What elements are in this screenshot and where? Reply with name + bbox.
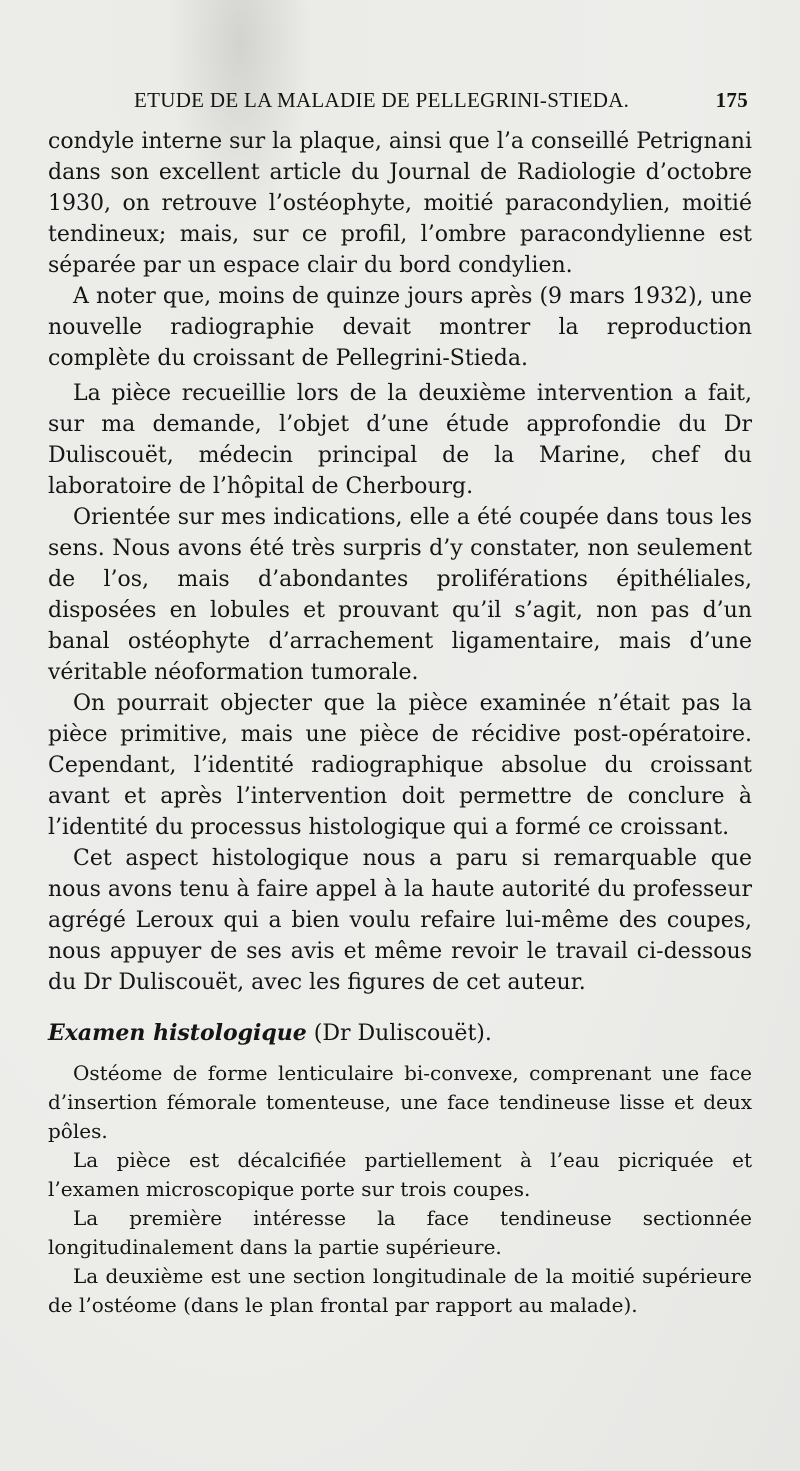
paragraph: La pièce est décalcifiée partiellement à l’eau picriquée et l’examen microscopique porte sur trois coupes. xyxy=(48,1148,752,1201)
paragraph: La pièce recueillie lors de la deuxième intervention a fait, sur ma demande, l’objet d’une étude approfondie du Dr Duliscouët, médecin principal de la Marine, chef du laboratoire de l’hôpital de Cherbourg. xyxy=(48,381,752,499)
paragraph: Cet aspect histologique nous a paru si remarquable que nous avons tenu à faire appel à la haute autorité du professeur agrégé Leroux qui a bien voulu refaire lui-même des coupes, nous appuyer de ses avis et même revoir le travail ci-dessous du Dr Duliscouët, avec les figures de cet auteur. xyxy=(48,846,752,995)
paragraph: La première intéresse la face tendineuse sectionnée longitudinalement dans la partie supérieure. xyxy=(48,1206,752,1259)
main-text xyxy=(48,126,752,1320)
paragraph: A noter que, moins de quinze jours après (9 mars 1932), une nouvelle radiographie devait montrer la reproduction complète du croissant de Pellegrini-Stieda. xyxy=(48,284,752,371)
paragraph: On pourrait objecter que la pièce examinée n’était pas la pièce primitive, mais une pièce de récidive post-opératoire. Cependant, l’identité radiographique absolue du croissant avant et après l’intervention doit permettre de conclure à l’identité du processus histologique qui a formé ce croissant. xyxy=(48,691,752,840)
section-heading xyxy=(48,1018,752,1049)
paragraph: Ostéome de forme lenticulaire bi-convexe, comprenant une face d’insertion fémorale tomenteuse, une face tendineuse lisse et deux pôles. xyxy=(48,1061,752,1143)
section-title: Examen histologique xyxy=(48,1020,307,1046)
page-number: 175 xyxy=(715,88,748,112)
paragraph: Orientée sur mes indications, elle a été coupée dans tous les sens. Nous avons été très surpris d’y constater, non seulement de l’os, mais d’abondantes proliférations épithéliales, disposées en lobules et prouvant qu’il s’agit, non pas d’un banal ostéophyte d’arrachement ligamentaire, mais d’une véritable néoformation tumorale. xyxy=(48,505,752,685)
running-header xyxy=(48,88,750,118)
running-title: ETUDE DE LA MALADIE DE PELLEGRINI-STIEDA. xyxy=(134,88,630,112)
paragraph-continuation: condyle interne sur la plaque, ainsi que l’a conseillé Petrignani dans son excellent article du Journal de Radiologie d’octobre 1930, on retrouve l’ostéophyte, moitié paracondylien, moitié tendineux; mais, sur ce profil, l’ombre paracondylienne est séparée par un espace clair du bord condylien. xyxy=(48,129,752,278)
paragraph: La deuxième est une section longitudinale de la moitié supérieure de l’ostéome (dans le plan frontal par rapport au malade). xyxy=(48,1264,752,1317)
section-author: (Dr Duliscouët). xyxy=(313,1021,492,1046)
